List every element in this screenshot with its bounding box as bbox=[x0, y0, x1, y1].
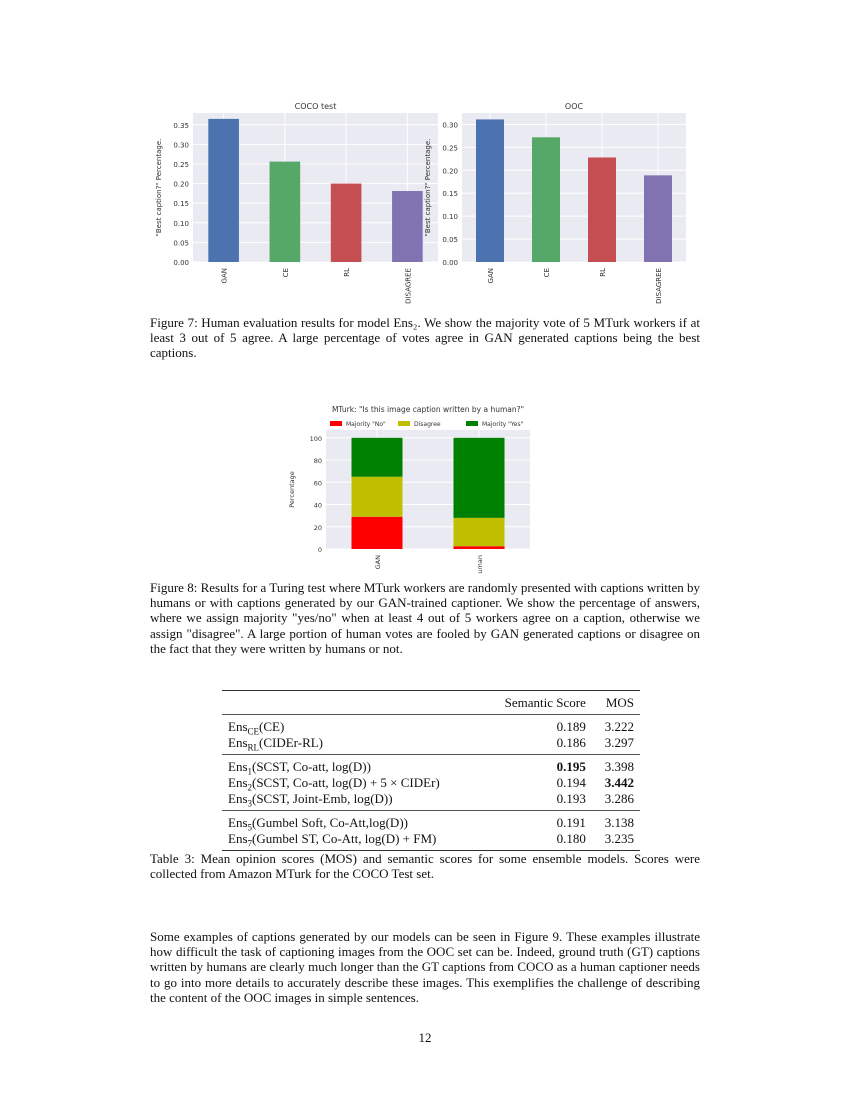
mos-score: 3.235 bbox=[604, 831, 634, 846]
model-args: (SCST, Co-att, log(D) + 5 × CIDEr) bbox=[252, 775, 440, 790]
model-name bbox=[222, 755, 483, 776]
table-row bbox=[222, 811, 640, 832]
model-name bbox=[222, 735, 483, 755]
y-tick-label: 0.20 bbox=[173, 180, 189, 189]
bar bbox=[208, 119, 239, 262]
y-tick-label: 0.00 bbox=[173, 259, 189, 267]
model-args: (CE) bbox=[259, 719, 285, 734]
semantic-score: 0.180 bbox=[556, 831, 586, 846]
legend-swatch bbox=[330, 421, 342, 426]
y-tick-label: 0.20 bbox=[442, 167, 458, 176]
model-subscript: CE bbox=[247, 726, 260, 737]
model-args: (SCST, Co-att, log(D)) bbox=[252, 759, 371, 774]
y-tick-label: 0.10 bbox=[442, 213, 458, 222]
bar bbox=[392, 191, 423, 262]
header-mos: MOS bbox=[592, 691, 640, 715]
table-header-row bbox=[222, 691, 640, 715]
table-row bbox=[222, 831, 640, 851]
chart-title: COCO test bbox=[294, 102, 337, 111]
y-axis-label: "Best caption?" Percentage. bbox=[424, 138, 432, 237]
y-tick-label: 0.35 bbox=[173, 121, 189, 130]
model-name bbox=[222, 791, 483, 811]
bar-segment bbox=[352, 517, 403, 549]
model-prefix: Ens bbox=[228, 815, 248, 830]
y-tick-label: 20 bbox=[313, 523, 322, 532]
x-tick-label: GAN bbox=[220, 268, 229, 284]
table-row bbox=[222, 775, 640, 791]
mos-score: 3.398 bbox=[604, 759, 634, 774]
table-3-caption: Table 3: Mean opinion scores (MOS) and semantic scores for some ensemble models. Scores were collected from Amazon MTurk for the COCO Test set. bbox=[150, 851, 700, 882]
model-subscript: 5 bbox=[247, 822, 252, 833]
figure-7-caption: Figure 7: Human evaluation results for model Ens₂. We show the majority vote of 5 MTurk workers if at least 3 out of 5 agree. A large percentage of votes agree in GAN generated captions being the best captions. bbox=[150, 315, 700, 361]
table-row bbox=[222, 715, 640, 736]
legend-swatch bbox=[466, 421, 478, 426]
semantic-score: 0.194 bbox=[556, 775, 586, 790]
mos-score: 3.222 bbox=[604, 719, 634, 734]
chart-title: OOC bbox=[564, 102, 584, 111]
model-prefix: Ens bbox=[228, 719, 248, 734]
bar-segment bbox=[454, 546, 505, 549]
bar-segment bbox=[352, 438, 403, 477]
y-tick-label: 0.05 bbox=[442, 236, 458, 245]
y-axis-label: Percentage bbox=[288, 471, 296, 508]
y-tick-label: 0.05 bbox=[173, 239, 189, 248]
header-semantic-score: Semantic Score bbox=[483, 691, 592, 715]
model-args: (Gumbel ST, Co-Att, log(D) + FM) bbox=[252, 831, 437, 846]
y-tick-label: 0.30 bbox=[442, 121, 458, 130]
model-prefix: Ens bbox=[228, 831, 248, 846]
legend-label: Majority "No" bbox=[346, 421, 386, 428]
figure-8-caption: Figure 8: Results for a Turing test where MTurk workers are randomly presented with captions written by humans or with captions generated by our GAN-trained captioner. We show the percentage of answers, where we assign majority "yes/no" when at least 4 out of 5 workers agree on a caption, otherwise we assign "disagree". A large portion of human votes are fooled by GAN generated captions or disagree on the fact that they were written by humans or not. bbox=[150, 580, 700, 656]
model-name bbox=[222, 811, 483, 832]
chart-title: MTurk: "Is this image caption written by a human?" bbox=[331, 405, 525, 414]
y-tick-label: 40 bbox=[313, 501, 322, 510]
y-tick-label: 0.25 bbox=[173, 160, 189, 169]
model-subscript: 1 bbox=[247, 766, 252, 777]
model-subscript: 7 bbox=[247, 838, 252, 849]
y-tick-label: 0.15 bbox=[173, 200, 189, 209]
page-number: 12 bbox=[418, 1030, 432, 1045]
legend-label: Majority "Yes" bbox=[482, 421, 524, 428]
legend-label: Disagree bbox=[414, 421, 441, 428]
legend-swatch bbox=[398, 421, 410, 426]
model-prefix: Ens bbox=[228, 735, 248, 750]
model-args: (SCST, Joint-Emb, log(D)) bbox=[252, 791, 393, 806]
results-table bbox=[222, 690, 640, 851]
x-tick-label: CE bbox=[543, 268, 551, 278]
x-tick-label: RL bbox=[343, 268, 352, 277]
model-args: (Gumbel Soft, Co-Att,log(D)) bbox=[252, 815, 408, 830]
model-subscript: 2 bbox=[247, 782, 252, 793]
x-tick-label: uman bbox=[476, 555, 484, 574]
model-name bbox=[222, 831, 483, 851]
x-tick-label: RL bbox=[599, 268, 607, 277]
y-tick-label: 60 bbox=[313, 479, 322, 488]
bar-segment bbox=[352, 477, 403, 517]
y-tick-label: 0 bbox=[317, 546, 322, 554]
bar bbox=[588, 157, 616, 262]
model-name bbox=[222, 715, 483, 736]
model-prefix: Ens bbox=[228, 791, 248, 806]
y-tick-label: 100 bbox=[309, 434, 322, 443]
table-row bbox=[222, 791, 640, 811]
y-tick-label: 0.15 bbox=[442, 190, 458, 199]
bar bbox=[644, 175, 672, 262]
x-tick-label: CE bbox=[281, 268, 290, 278]
bar bbox=[532, 137, 560, 262]
model-name bbox=[222, 775, 483, 791]
x-tick-label: DISAGREE bbox=[404, 268, 413, 304]
model-subscript: RL bbox=[247, 742, 260, 753]
semantic-score: 0.195 bbox=[556, 759, 586, 774]
model-prefix: Ens bbox=[228, 775, 248, 790]
body-paragraph: Some examples of captions generated by our models can be seen in Figure 9. These examples illustrate how difficult the task of captioning images from the OOC set can be. Indeed, ground truth (GT) captions written by humans are clearly much longer than the GT captions from COCO as a human captioner needs to go into more details to accurately describe these images. This exemplifies the challenge of describing the content of the OOC images in simple sentences. bbox=[150, 929, 700, 1005]
bar-segment bbox=[454, 518, 505, 546]
y-tick-label: 0.10 bbox=[173, 219, 189, 228]
mos-score: 3.286 bbox=[592, 791, 640, 811]
semantic-score: 0.193 bbox=[483, 791, 592, 811]
x-tick-label: DISAGREE bbox=[655, 268, 663, 304]
bar bbox=[331, 184, 362, 262]
model-subscript: 3 bbox=[247, 798, 252, 809]
y-tick-label: 0.00 bbox=[442, 259, 458, 267]
table-row bbox=[222, 755, 640, 776]
model-args: (CIDEr-RL) bbox=[259, 735, 324, 750]
model-prefix: Ens bbox=[228, 759, 248, 774]
mos-score: 3.138 bbox=[604, 815, 634, 830]
y-tick-label: 80 bbox=[313, 457, 322, 466]
semantic-score: 0.189 bbox=[556, 719, 586, 734]
mos-score: 3.442 bbox=[604, 775, 634, 790]
x-tick-label: GAN bbox=[374, 555, 382, 570]
semantic-score: 0.191 bbox=[556, 815, 586, 830]
y-tick-label: 0.25 bbox=[442, 144, 458, 153]
bar bbox=[476, 119, 504, 262]
y-tick-label: 0.30 bbox=[173, 141, 189, 150]
table-row bbox=[222, 735, 640, 755]
mos-score: 3.297 bbox=[592, 735, 640, 755]
x-tick-label: GAN bbox=[487, 268, 495, 284]
bar-segment bbox=[454, 438, 505, 518]
semantic-score: 0.186 bbox=[483, 735, 592, 755]
bar bbox=[270, 162, 301, 262]
y-axis-label: "Best caption?" Percentage. bbox=[155, 138, 163, 237]
